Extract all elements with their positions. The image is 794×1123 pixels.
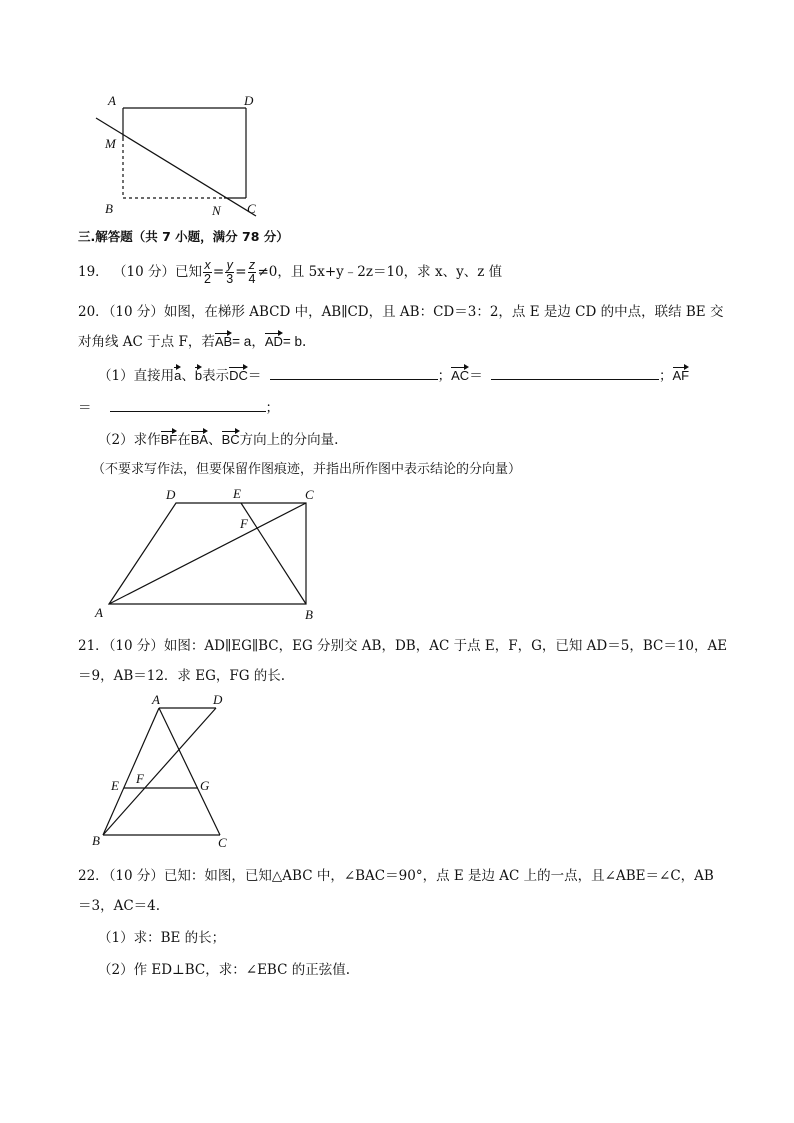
- label-n: N: [212, 203, 221, 218]
- rectangle-figure: [88, 88, 268, 220]
- label-a: A: [152, 692, 160, 707]
- vector-bf: BF: [161, 429, 178, 446]
- answer-blank-dc[interactable]: [270, 367, 438, 380]
- q20-p2-tail: 方向上的分向量.: [239, 432, 339, 448]
- vector-ab: AB: [215, 331, 232, 348]
- vector-a: a: [174, 365, 181, 382]
- vector-ba: BA: [191, 429, 208, 446]
- answer-blank-ac[interactable]: [491, 367, 659, 380]
- segment-be: [241, 503, 306, 604]
- comma: ，: [251, 334, 265, 350]
- q19-number: 19．: [78, 264, 109, 280]
- q21-line1: （10 分）如图：AD∥EG∥BC，EG 分别交 AB，DB，AC 于点 E，F，G，已知 AD＝5，BC＝10，AE: [108, 638, 728, 654]
- label-c: C: [305, 487, 314, 502]
- vector-b: b: [195, 365, 202, 382]
- q20-p2-in: 在: [177, 432, 191, 448]
- q22-number: 22．: [78, 868, 109, 884]
- q19-score: （10 分）已知: [112, 264, 202, 280]
- label-f: F: [240, 516, 248, 531]
- question-22-line2: ＝3，AC＝4.: [78, 898, 161, 914]
- label-f: F: [136, 771, 144, 786]
- semicolon: ；: [437, 368, 452, 384]
- question-20-part1-cont: [78, 396, 279, 416]
- q20-p1-show: 表示: [202, 368, 230, 384]
- q19-eq2: =: [235, 264, 247, 280]
- label-c: C: [247, 201, 256, 216]
- question-19: [78, 257, 502, 287]
- diagonal-ac: [109, 503, 306, 604]
- q20-line2: 对角线 AC 于点 F，若: [78, 334, 215, 350]
- label-d: D: [166, 487, 176, 502]
- q20-p1-prefix: （1）直接用: [98, 368, 175, 384]
- q20-p2-prefix: （2）求作: [98, 432, 161, 448]
- trapezoid-figure: [88, 482, 328, 624]
- segment-ab: [103, 708, 159, 835]
- parallel-lines-figure: [88, 690, 238, 852]
- label-e: E: [111, 778, 119, 793]
- question-20-part2: [98, 428, 338, 448]
- separator: 、: [181, 368, 195, 384]
- period: .: [302, 334, 307, 350]
- question-21-line1: [78, 634, 727, 654]
- question-22-part2: （2）作 ED⊥BC，求：∠EBC 的正弦值.: [98, 962, 351, 978]
- q19-eq1: =: [212, 264, 225, 280]
- semicolon: ；: [659, 368, 673, 384]
- vector-bc: BC: [222, 429, 240, 446]
- eq-b: = b: [282, 334, 303, 349]
- question-20-line1: [78, 300, 723, 320]
- vector-dc: DC: [229, 365, 248, 382]
- q21-number: 21．: [78, 638, 109, 654]
- q19-tail: ≠0，且 5x+y﹣2z＝10，求 x、y、z 值: [257, 264, 503, 280]
- eq-af: ＝: [78, 400, 92, 416]
- label-e: E: [233, 486, 241, 501]
- question-22-line1: [78, 864, 714, 884]
- label-b: B: [92, 833, 100, 848]
- question-21-line2: ＝9，AB＝12．求 EG，FG 的长.: [78, 668, 286, 684]
- label-c: C: [218, 835, 227, 850]
- question-22-part1: （1）求：BE 的长；: [98, 930, 226, 946]
- fraction-y-3: $\frac{y}{3}$: [226, 258, 234, 286]
- answer-blank-af[interactable]: [110, 399, 266, 412]
- question-20-part1: [98, 364, 689, 384]
- semicolon: ；: [265, 400, 279, 416]
- label-a: A: [108, 93, 116, 108]
- question-20-note: （不要求写作法，但要保留作图痕迹，并指出所作图中表示结论的分向量）: [92, 462, 522, 477]
- cut-line-mn: [96, 118, 256, 216]
- label-g: G: [200, 778, 210, 793]
- label-d: D: [213, 692, 223, 707]
- eq-a: = a: [232, 334, 252, 349]
- label-d: D: [244, 93, 254, 108]
- label-a: A: [95, 605, 103, 620]
- separator: 、: [208, 432, 222, 448]
- vector-af: AF: [673, 365, 690, 382]
- eq-ac: ＝: [469, 368, 483, 384]
- label-m: M: [105, 136, 116, 151]
- fraction-z-4: $\frac{z}{4}$: [248, 258, 256, 286]
- q22-line1: （10 分）已知：如图，已知△ABC 中，∠BAC＝90°，点 E 是边 AC 上的一点，且∠ABE＝∠C，AB: [108, 868, 714, 884]
- label-b: B: [105, 201, 113, 216]
- q20-line1: （10 分）如图，在梯形 ABCD 中，AB∥CD，且 AB：CD＝3：2，点 E 是边 CD 的中点，联结 BE 交: [108, 304, 724, 320]
- fraction-x-2: $\frac{x}{2}$: [203, 258, 211, 286]
- segment-db: [103, 708, 216, 835]
- label-b: B: [305, 607, 313, 622]
- question-20-line2: [78, 330, 306, 350]
- segment-ac: [159, 708, 220, 835]
- section-title: 三.解答题（共 7 小题，满分 78 分）: [78, 229, 289, 244]
- eq-dc: ＝: [247, 368, 262, 384]
- q20-number: 20．: [78, 304, 109, 320]
- vector-ac: AC: [451, 365, 469, 382]
- vector-ad: AD: [265, 331, 283, 348]
